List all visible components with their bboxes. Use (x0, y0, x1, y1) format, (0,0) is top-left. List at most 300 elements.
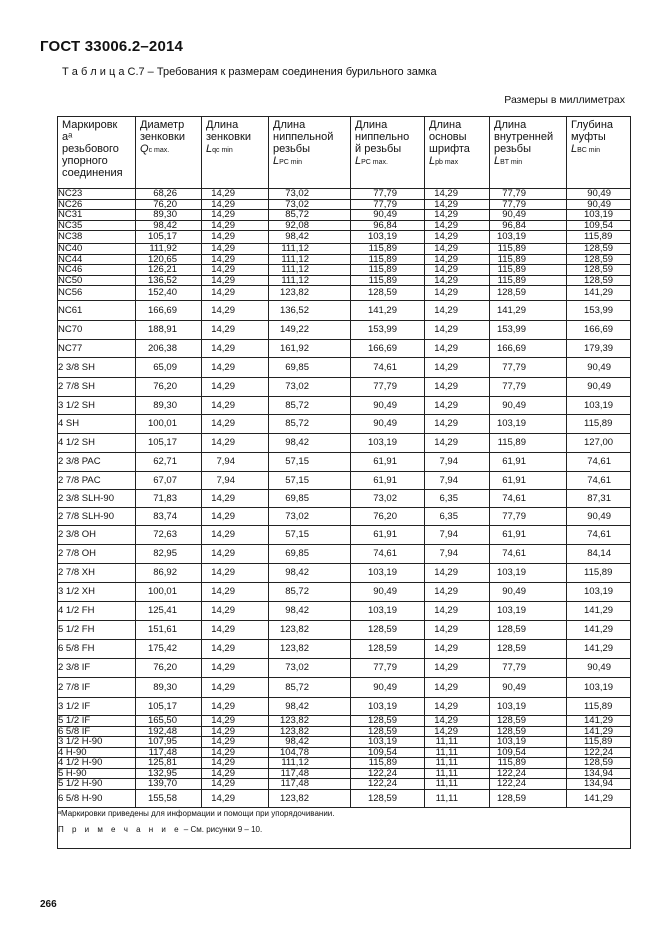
cell-marking: 6 5/8 FH (58, 640, 136, 659)
cell-counterbore-length (202, 716, 269, 727)
cell-box-depth (567, 199, 631, 210)
cell-box-depth (567, 265, 631, 276)
cell-box-thread-length (490, 758, 567, 769)
cell-value: 14,29 (211, 399, 235, 411)
table-row (58, 726, 631, 737)
cell-value: 14,29 (434, 220, 458, 231)
cell-value: 14,29 (211, 510, 235, 522)
cell-base-length (425, 358, 490, 378)
cell-pin-length-min (269, 244, 351, 255)
cell-value: 14,29 (211, 548, 235, 560)
cell-pin-length-min (269, 737, 351, 748)
cell-value: 115,89 (584, 700, 613, 712)
cell-base-length (425, 244, 490, 255)
cell-box-thread-length (490, 490, 567, 508)
table-row (58, 583, 631, 602)
cell-value: 90,49 (502, 209, 526, 220)
cell-pin-length-min (269, 508, 351, 526)
cell-value: 89,30 (153, 681, 177, 693)
cell-value: 103,19 (496, 605, 526, 617)
cell-value: 96,84 (502, 220, 526, 231)
cell-value: 141,29 (584, 287, 614, 299)
cell-pin-length-min (269, 358, 351, 378)
table-row (58, 779, 631, 790)
cell-box-thread-length (490, 434, 567, 453)
cell-value: 14,29 (434, 199, 458, 210)
cell-box-thread-length (490, 453, 567, 472)
cell-counterbore-diameter (136, 415, 202, 434)
table-row (58, 758, 631, 769)
cell-base-length (425, 472, 490, 490)
cell-value: 103,19 (367, 736, 397, 747)
cell-pin-length-max (351, 358, 425, 378)
cell-pin-length-max (351, 286, 425, 301)
cell-value: 179,39 (584, 342, 614, 354)
cell-value: 128,59 (496, 643, 526, 655)
cell-pin-length-max (351, 768, 425, 779)
cell-box-depth (567, 490, 631, 508)
cell-value: 123,82 (279, 792, 309, 804)
cell-value: 61,91 (502, 474, 526, 486)
cell-counterbore-diameter (136, 231, 202, 244)
cell-box-thread-length (490, 244, 567, 255)
cell-box-depth (567, 790, 631, 808)
cell-box-depth (567, 397, 631, 415)
cell-base-length (425, 199, 490, 210)
cell-box-depth (567, 583, 631, 602)
cell-counterbore-length (202, 265, 269, 276)
table-row (58, 678, 631, 698)
cell-marking: NC26 (58, 199, 136, 210)
cell-value: 14,29 (211, 342, 235, 354)
cell-box-depth (567, 244, 631, 255)
cell-value: 90,49 (587, 510, 611, 522)
header-label: Глубина муфты (571, 119, 614, 143)
cell-box-thread-length (490, 768, 567, 779)
cell-pin-length-min (269, 758, 351, 769)
cell-value: 11,11 (435, 736, 458, 747)
cell-counterbore-length (202, 231, 269, 244)
cell-pin-length-max (351, 758, 425, 769)
cell-value: 57,15 (285, 456, 309, 468)
cell-base-length (425, 716, 490, 727)
cell-counterbore-diameter (136, 434, 202, 453)
cell-counterbore-length (202, 747, 269, 758)
cell-counterbore-length (202, 640, 269, 659)
cell-value: 123,82 (279, 726, 309, 737)
cell-value: 85,72 (285, 209, 309, 220)
cell-value: 96,84 (373, 220, 397, 231)
cell-value: 14,29 (211, 492, 235, 504)
cell-counterbore-length (202, 397, 269, 415)
cell-value: 122,24 (584, 747, 614, 758)
page-number: 266 (40, 899, 57, 910)
cell-value: 128,59 (496, 792, 526, 804)
cell-pin-length-min (269, 564, 351, 583)
cell-box-thread-length (490, 472, 567, 490)
header-label: Маркировк аᵃ резьбового упорного соединения (62, 119, 123, 179)
cell-value: 128,59 (496, 287, 526, 299)
table-row (58, 737, 631, 748)
cell-base-length (425, 301, 490, 321)
cell-value: 14,29 (434, 418, 458, 430)
cell-value: 14,29 (211, 605, 235, 617)
cell-value: 120,65 (147, 254, 177, 265)
cell-pin-length-max (351, 189, 425, 200)
table-row (58, 415, 631, 434)
cell-value: 136,52 (147, 275, 177, 286)
cell-counterbore-diameter (136, 768, 202, 779)
cell-value: 89,30 (153, 209, 177, 220)
cell-counterbore-length (202, 564, 269, 583)
cell-counterbore-diameter (136, 790, 202, 808)
cell-box-depth (567, 659, 631, 678)
cell-box-thread-length (490, 301, 567, 321)
cell-box-depth (567, 415, 631, 434)
cell-value: 14,29 (211, 243, 235, 254)
cell-pin-length-min (269, 779, 351, 790)
cell-box-depth (567, 640, 631, 659)
cell-value: 151,61 (147, 624, 177, 636)
cell-value: 127,00 (584, 437, 614, 449)
cell-box-thread-length (490, 275, 567, 286)
cell-counterbore-length (202, 321, 269, 340)
cell-marking: 4 1/2 SH (58, 434, 136, 453)
cell-base-length (425, 265, 490, 276)
cell-value: 109,54 (584, 220, 614, 231)
cell-value: 11,11 (435, 768, 458, 779)
cell-value: 14,29 (211, 254, 235, 265)
cell-value: 14,29 (211, 381, 235, 393)
cell-value: 77,79 (502, 381, 526, 393)
cell-value: 141,29 (584, 726, 614, 737)
cell-value: 74,61 (587, 474, 611, 486)
cell-value: 132,95 (147, 768, 177, 779)
cell-marking: NC70 (58, 321, 136, 340)
header-base-length (425, 117, 490, 189)
cell-value: 61,91 (502, 529, 526, 541)
cell-box-depth (567, 602, 631, 621)
table-row (58, 265, 631, 276)
cell-counterbore-length (202, 434, 269, 453)
cell-base-length (425, 434, 490, 453)
cell-value: 62,71 (153, 456, 177, 468)
cell-value: 14,29 (434, 437, 458, 449)
cell-pin-length-max (351, 790, 425, 808)
table-row (58, 397, 631, 415)
cell-value: 98,42 (285, 736, 309, 747)
cell-value: 141,29 (367, 304, 397, 316)
cell-marking: NC77 (58, 340, 136, 358)
cell-value: 128,59 (584, 254, 614, 265)
units-note: Размеры в миллиметрах (504, 94, 625, 106)
cell-marking: 3 1/2 XH (58, 583, 136, 602)
cell-value: 14,29 (211, 792, 235, 804)
cell-value: 69,85 (285, 361, 309, 373)
cell-value: 98,42 (285, 700, 309, 712)
cell-value: 7,94 (439, 548, 458, 560)
cell-marking: 2 7/8 OH (58, 545, 136, 564)
cell-value: 90,49 (373, 681, 397, 693)
cell-pin-length-min (269, 726, 351, 737)
cell-base-length (425, 231, 490, 244)
footnote-cell (58, 808, 631, 849)
cell-value: 115,89 (497, 757, 526, 768)
cell-box-thread-length (490, 220, 567, 231)
footnote-row (58, 808, 631, 849)
cell-value: 14,29 (434, 304, 458, 316)
cell-value: 82,95 (153, 548, 177, 560)
cell-value: 69,85 (285, 492, 309, 504)
cell-marking: NC61 (58, 301, 136, 321)
cell-counterbore-diameter (136, 508, 202, 526)
cell-pin-length-max (351, 526, 425, 545)
cell-value: 153,99 (367, 324, 397, 336)
cell-counterbore-length (202, 758, 269, 769)
cell-pin-length-min (269, 716, 351, 727)
cell-value: 14,29 (434, 324, 458, 336)
cell-value: 175,42 (147, 643, 177, 655)
cell-box-thread-length (490, 358, 567, 378)
cell-base-length (425, 545, 490, 564)
cell-box-thread-length (490, 340, 567, 358)
header-symbol: Lpb max (429, 155, 459, 167)
cell-value: 166,69 (147, 304, 177, 316)
table-row (58, 659, 631, 678)
cell-box-depth (567, 301, 631, 321)
cell-pin-length-min (269, 526, 351, 545)
cell-marking: 2 7/8 PAC (58, 472, 136, 490)
cell-value: 128,59 (496, 624, 526, 636)
cell-value: 103,19 (496, 700, 526, 712)
cell-value: 188,91 (147, 324, 177, 336)
cell-value: 103,19 (367, 605, 397, 617)
cell-value: 111,12 (281, 275, 309, 286)
table-row (58, 301, 631, 321)
header-symbol: LBC min (571, 143, 601, 155)
table-body (58, 189, 631, 808)
cell-value: 98,42 (285, 231, 309, 243)
cell-counterbore-length (202, 275, 269, 286)
cell-counterbore-length (202, 545, 269, 564)
cell-box-thread-length (490, 231, 567, 244)
header-symbol: LPC min (273, 155, 303, 167)
table-row (58, 640, 631, 659)
cell-value: 7,94 (439, 474, 458, 486)
cell-base-length (425, 397, 490, 415)
cell-pin-length-max (351, 659, 425, 678)
cell-value: 90,49 (502, 586, 526, 598)
cell-value: 14,29 (434, 381, 458, 393)
cell-base-length (425, 275, 490, 286)
cell-box-thread-length (490, 790, 567, 808)
cell-value: 14,29 (211, 264, 235, 275)
cell-value: 192,48 (147, 726, 177, 737)
cell-value: 103,19 (584, 681, 614, 693)
cell-marking: 4 1/2 FH (58, 602, 136, 621)
header-label: Длина зенковки (206, 119, 251, 143)
cell-counterbore-diameter (136, 453, 202, 472)
cell-pin-length-max (351, 199, 425, 210)
cell-marking: 6 5/8 IF (58, 726, 136, 737)
cell-marking: 4 SH (58, 415, 136, 434)
cell-value: 111,12 (281, 254, 309, 265)
cell-marking: NC44 (58, 254, 136, 265)
cell-value: 128,59 (367, 287, 397, 299)
cell-value: 14,29 (211, 287, 235, 299)
cell-box-depth (567, 508, 631, 526)
table-row (58, 508, 631, 526)
cell-value: 100,01 (147, 586, 177, 598)
cell-value: 14,29 (434, 342, 458, 354)
cell-value: 128,59 (367, 624, 397, 636)
cell-value: 61,91 (373, 474, 397, 486)
cell-counterbore-diameter (136, 621, 202, 640)
cell-pin-length-min (269, 790, 351, 808)
cell-value: 103,19 (496, 231, 526, 243)
cell-pin-length-min (269, 210, 351, 221)
cell-marking: 5 1/2 FH (58, 621, 136, 640)
cell-value: 14,29 (434, 287, 458, 299)
cell-pin-length-min (269, 301, 351, 321)
cell-counterbore-length (202, 415, 269, 434)
cell-counterbore-diameter (136, 640, 202, 659)
cell-pin-length-min (269, 275, 351, 286)
cell-value: 90,49 (373, 209, 397, 220)
cell-box-depth (567, 758, 631, 769)
cell-base-length (425, 526, 490, 545)
cell-counterbore-length (202, 301, 269, 321)
cell-marking: NC23 (58, 189, 136, 200)
cell-base-length (425, 189, 490, 200)
dimensions-table (57, 116, 631, 849)
cell-pin-length-max (351, 265, 425, 276)
cell-value: 117,48 (280, 768, 309, 779)
cell-value: 103,19 (496, 567, 526, 579)
cell-box-depth (567, 321, 631, 340)
cell-value: 206,38 (147, 342, 177, 354)
cell-base-length (425, 621, 490, 640)
table-row (58, 472, 631, 490)
cell-value: 14,29 (211, 220, 235, 231)
cell-pin-length-min (269, 220, 351, 231)
cell-value: 111,92 (149, 243, 177, 254)
cell-counterbore-diameter (136, 698, 202, 716)
cell-pin-length-min (269, 199, 351, 210)
cell-base-length (425, 490, 490, 508)
cell-value: 152,40 (147, 287, 177, 299)
cell-box-thread-length (490, 779, 567, 790)
cell-value: 115,89 (497, 437, 526, 449)
cell-box-thread-length (490, 378, 567, 397)
table-row (58, 275, 631, 286)
header-counterbore-diameter (136, 117, 202, 189)
cell-value: 115,89 (497, 243, 526, 254)
table-row (58, 602, 631, 621)
cell-box-thread-length (490, 415, 567, 434)
cell-value: 77,79 (373, 381, 397, 393)
cell-value: 6,35 (439, 492, 458, 504)
cell-pin-length-min (269, 602, 351, 621)
cell-value: 153,99 (584, 304, 614, 316)
cell-value: 14,29 (434, 643, 458, 655)
cell-box-depth (567, 545, 631, 564)
cell-base-length (425, 698, 490, 716)
cell-value: 90,49 (587, 381, 611, 393)
cell-value: 72,63 (153, 529, 177, 541)
cell-counterbore-diameter (136, 545, 202, 564)
cell-value: 14,29 (211, 726, 235, 737)
cell-value: 77,79 (502, 361, 526, 373)
cell-value: 14,29 (434, 681, 458, 693)
table-row (58, 210, 631, 221)
cell-value: 128,59 (584, 757, 614, 768)
cell-value: 74,61 (587, 456, 611, 468)
cell-box-thread-length (490, 583, 567, 602)
cell-base-length (425, 602, 490, 621)
table-row (58, 378, 631, 397)
cell-pin-length-max (351, 254, 425, 265)
cell-value: 6,35 (439, 510, 458, 522)
cell-pin-length-max (351, 508, 425, 526)
cell-value: 128,59 (367, 715, 397, 726)
cell-box-thread-length (490, 254, 567, 265)
cell-value: 61,91 (502, 456, 526, 468)
cell-value: 128,59 (496, 715, 526, 726)
cell-value: 125,41 (147, 605, 177, 617)
cell-value: 165,50 (147, 715, 177, 726)
cell-box-depth (567, 286, 631, 301)
cell-value: 14,29 (434, 700, 458, 712)
cell-value: 139,70 (147, 778, 177, 790)
table-row (58, 526, 631, 545)
cell-value: 14,29 (211, 361, 235, 373)
cell-value: 111,12 (281, 243, 309, 254)
cell-box-thread-length (490, 286, 567, 301)
cell-box-thread-length (490, 189, 567, 200)
cell-value: 166,69 (584, 324, 614, 336)
cell-counterbore-length (202, 779, 269, 790)
cell-value: 74,61 (587, 529, 611, 541)
cell-box-thread-length (490, 602, 567, 621)
cell-value: 122,24 (367, 768, 397, 779)
cell-value: 73,02 (285, 188, 309, 199)
cell-counterbore-diameter (136, 244, 202, 255)
cell-value: 14,29 (434, 243, 458, 254)
cell-counterbore-diameter (136, 378, 202, 397)
cell-value: 123,82 (279, 715, 309, 726)
cell-value: 14,29 (434, 586, 458, 598)
cell-value: 103,19 (367, 437, 397, 449)
cell-value: 89,30 (153, 399, 177, 411)
table-row (58, 621, 631, 640)
cell-counterbore-diameter (136, 210, 202, 221)
cell-pin-length-min (269, 321, 351, 340)
cell-base-length (425, 726, 490, 737)
cell-box-depth (567, 716, 631, 727)
cell-pin-length-max (351, 490, 425, 508)
cell-marking: 2 3/8 PAC (58, 453, 136, 472)
cell-box-depth (567, 747, 631, 758)
cell-value: 166,69 (496, 342, 526, 354)
cell-value: 76,20 (153, 662, 177, 674)
cell-counterbore-length (202, 621, 269, 640)
cell-value: 14,29 (211, 529, 235, 541)
cell-box-thread-length (490, 726, 567, 737)
note-label: П р и м е ч а н и е (58, 825, 182, 834)
cell-value: 122,24 (496, 778, 526, 790)
cell-pin-length-max (351, 210, 425, 221)
